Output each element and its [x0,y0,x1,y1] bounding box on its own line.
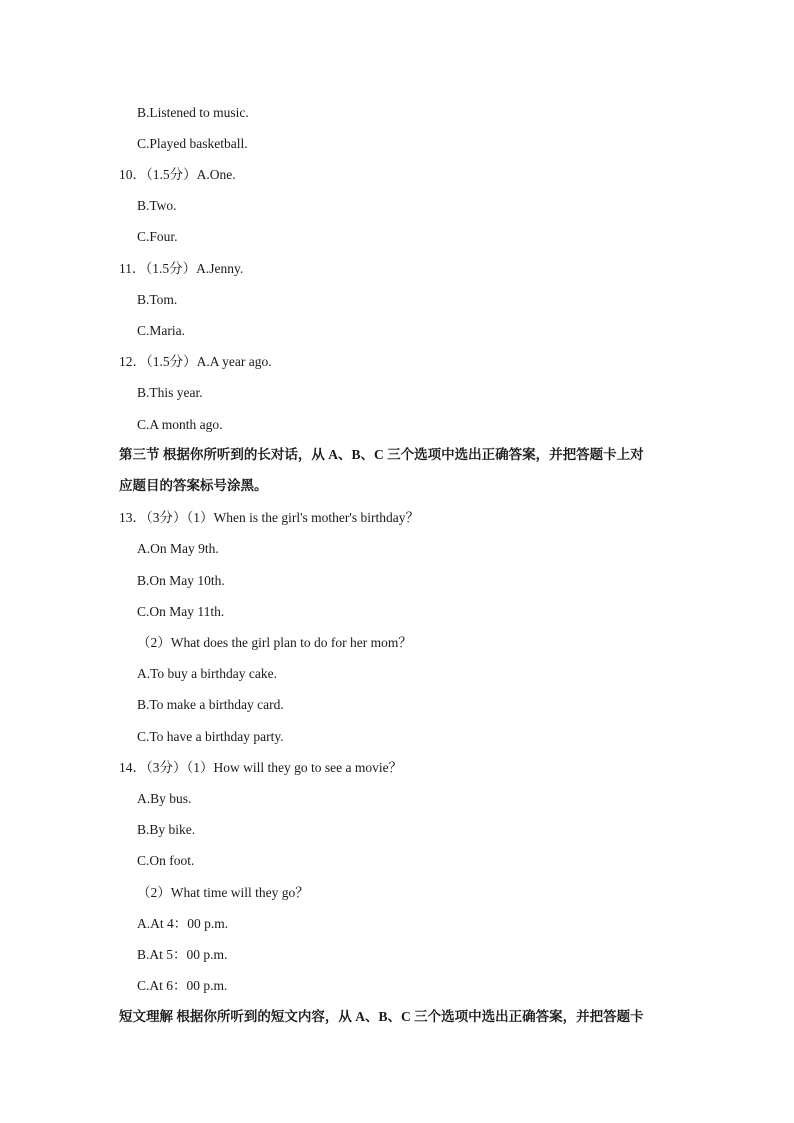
option-11b: B.Tom. [137,292,178,307]
option-13-2b: B.To make a birthday card. [137,697,284,712]
option-14-1b: B.By bike. [137,822,196,837]
option-13-1b: B.On May 10th. [137,573,225,588]
option-10b: B.Two. [137,198,177,213]
option-9b: B.Listened to music. [137,105,249,120]
option-12b: B.This year. [137,385,203,400]
question-10: 10．（1.5分）A.One. [119,167,236,182]
option-12c: C.A month ago. [137,417,223,432]
option-13-1c: C.On May 11th. [137,604,225,619]
option-14-2a: A.At 4：00 p.m. [137,916,229,931]
question-12: 12．（1.5分）A.A year ago. [119,354,272,369]
question-13: 13．（3分）（1）When is the girl's mother's birthday？ [119,510,419,525]
option-11c: C.Maria. [137,323,185,338]
option-10c: C.Four. [137,229,178,244]
question-14: 14．（3分）（1）How will they go to see a movie？ [119,760,403,775]
option-14-1c: C.On foot. [137,853,195,868]
option-9c: C.Played basketball. [137,136,248,151]
question-11: 11．（1.5分）A.Jenny. [119,261,244,276]
option-13-1a: A.On May 9th. [137,541,219,556]
option-14-1a: A.By bus. [137,791,192,806]
question-14-sub-2: （2）What time will they go？ [137,885,309,900]
option-13-2a: A.To buy a birthday cake. [137,666,278,681]
section-heading-3-cont: 应题目的答案标号涂黑。 [119,478,268,493]
section-heading-passage: 短文理解 根据你所听到的短文内容，从 A、B、C 三个选项中选出正确答案，并把答题卡 [119,1009,644,1024]
option-14-2b: B.At 5：00 p.m. [137,947,228,962]
option-13-2c: C.To have a birthday party. [137,729,284,744]
section-heading-3: 第三节 根据你所听到的长对话，从 A、B、C 三个选项中选出正确答案，并把答题卡上对 [119,447,644,462]
question-13-sub-2: （2）What does the girl plan to do for her mom？ [137,635,412,650]
option-14-2c: C.At 6：00 p.m. [137,978,228,993]
